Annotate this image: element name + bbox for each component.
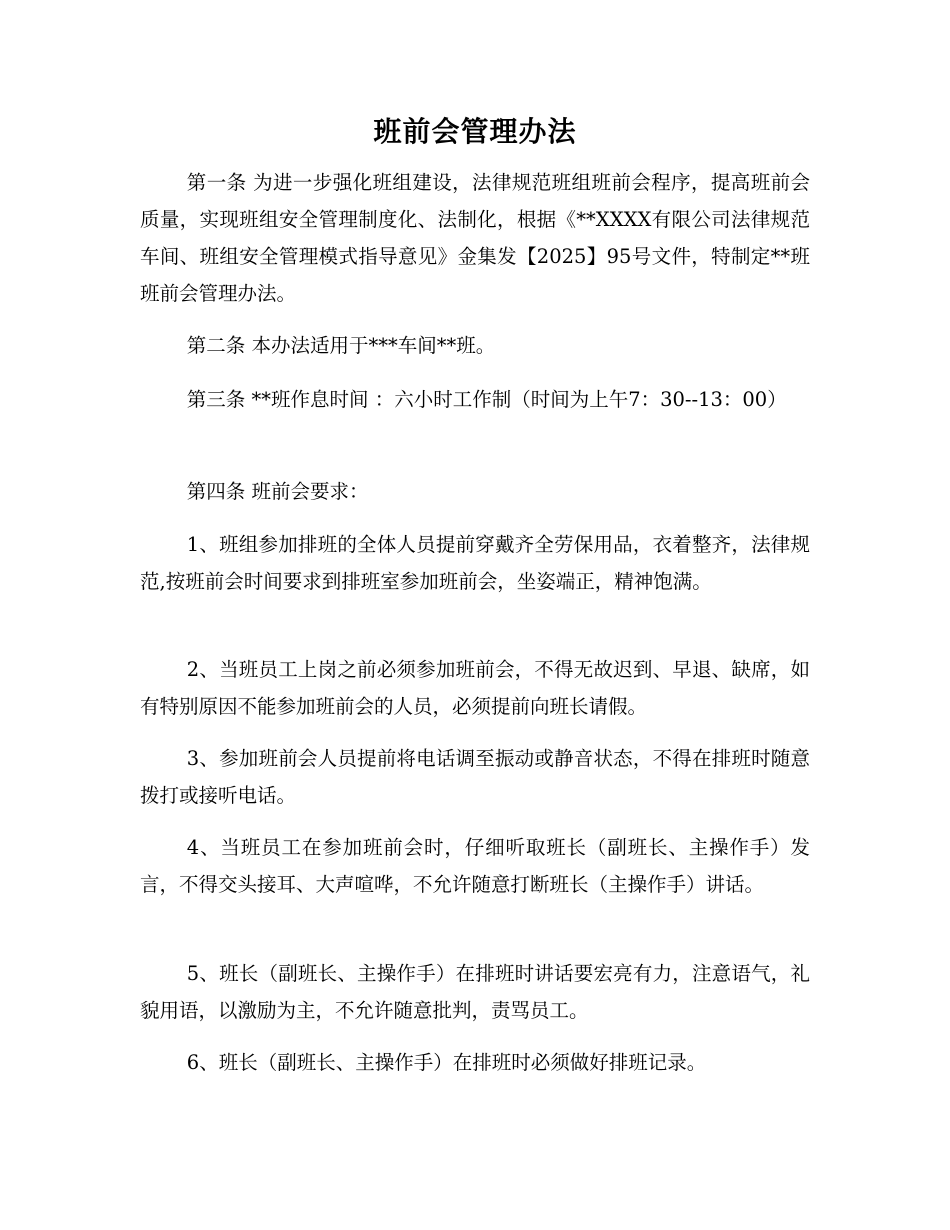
document-title: 班前会管理办法 <box>373 115 577 148</box>
article-1-paragraph: 第一条 为进一步强化班组建设，法律规范班组班前会程序，提高班前会质量，实现班组安全管理制度化、法制化，根据《**XXXX有限公司法律规范车间、班组安全管理模式指导意见》金集发【2025】95号文件，特制定**班班前会管理办法。 <box>140 171 810 305</box>
requirement-1-paragraph: 1、班组参加排班的全体人员提前穿戴齐全劳保用品，衣着整齐，法律规范,按班前会时间要求到排班室参加班前会，坐姿端正，精神饱满。 <box>140 533 810 593</box>
article-3-paragraph: 第三条 **班作息时间 ：六小时工作制（时间为上午7：30--13：00） <box>186 388 787 411</box>
article-2-paragraph: 第二条 本办法适用于***车间**班。 <box>186 334 496 357</box>
requirement-6-paragraph: 6、班长（副班长、主操作手）在排班时必须做好排班记录。 <box>186 1051 707 1074</box>
requirement-5-paragraph: 5、班长（副班长、主操作手）在排班时讲话要宏亮有力，注意语气，礼貌用语，以激励为主，不允许随意批判，责骂员工。 <box>140 962 810 1022</box>
article-4-paragraph: 第四条 班前会要求： <box>186 480 369 503</box>
requirement-3-paragraph: 3、参加班前会人员提前将电话调至振动或静音状态，不得在排班时随意拨打或接听电话。 <box>140 747 810 807</box>
requirement-2-paragraph: 2、当班员工上岗之前必须参加班前会，不得无故迟到、早退、缺席，如有特别原因不能参加班前会的人员，必须提前向班长请假。 <box>140 658 810 718</box>
requirement-4-paragraph: 4、当班员工在参加班前会时，仔细听取班长（副班长、主操作手）发言，不得交头接耳、大声喧哗，不允许随意打断班长（主操作手）讲话。 <box>140 836 810 896</box>
